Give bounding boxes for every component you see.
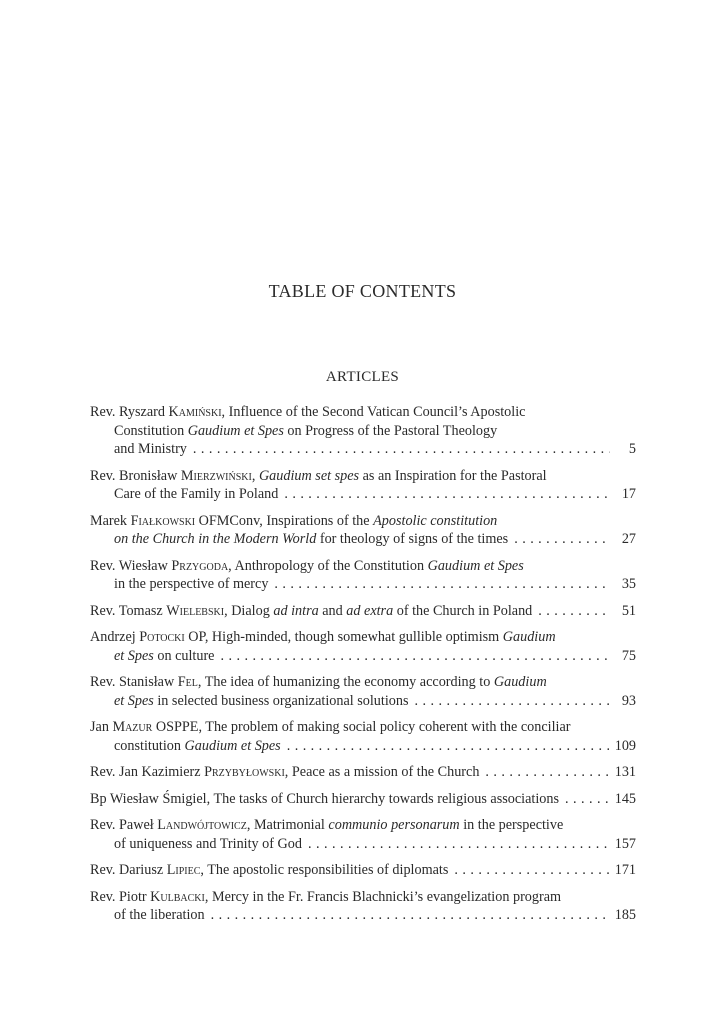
toc-entry-text [114,440,187,459]
entry-text-segment: Rev. Piotr [90,888,151,905]
section-heading: ARTICLES [325,369,400,385]
toc-entry-text [90,468,547,484]
entry-text-segment: in the perspective [459,817,564,833]
toc-entry-line [90,575,636,594]
page-number: 171 [614,862,636,878]
page-number: 185 [614,907,636,923]
entry-text-segment: on culture [153,647,215,664]
entry-text-segment: , Anthropology of the Constitution [228,557,428,574]
toc-entry[interactable] [90,718,636,755]
toc-entry[interactable] [90,763,636,782]
entry-text-segment: , Dialog [224,602,274,619]
dot-leader [211,906,609,925]
toc-entry-line [90,692,636,711]
entry-text-segment: , Matrimonial [246,817,329,833]
entry-text-segment: , The apostolic responsibilities of diplomats [200,862,449,878]
toc-entry[interactable] [90,403,636,459]
entry-text-segment: Rev. Wiesław [90,557,172,574]
toc-entry-line [90,790,636,809]
toc-entry-line [90,403,636,422]
italic-title-text: Gaudium [493,674,547,690]
toc-entry-text [90,513,497,529]
toc-entry-line [90,557,636,576]
entry-text-segment: Constitution [114,422,188,439]
dot-leader [454,861,608,880]
entry-text-segment: , Peace as a mission of the Church [284,764,480,780]
toc-entry[interactable] [90,602,636,621]
entry-text-segment: for theology of signs of the times [316,531,509,547]
entry-text-segment: Care of the Family in Poland [114,486,279,502]
toc-entry[interactable] [90,888,636,925]
toc-entry-text [114,575,268,594]
entry-text-segment: Rev. Dariusz [90,862,167,878]
italic-title-text: Apostolic constitution [373,512,498,529]
italic-title-text: on the Church in the Modern World [114,531,317,547]
toc-entry-text [90,790,559,809]
entry-text-segment: in the perspective of mercy [114,576,269,592]
toc-entry-line [90,718,636,737]
toc-entry-line [90,512,636,531]
toc-entry-text [90,674,547,690]
author-surname: Landwójtowicz [157,817,247,833]
author-surname: Fiałkowski [130,512,196,529]
italic-title-text: Gaudium et Spes [427,557,524,574]
entry-text-segment: Andrzej [90,629,140,645]
entry-text-segment: , [251,467,259,484]
entry-text-segment: , The idea of humanizing the economy according to [197,674,494,690]
entry-text-segment: OP, High-minded, though somewhat gullible optimism [184,629,503,645]
entry-text-segment: constitution [114,737,185,754]
toc-entry-line [90,628,636,647]
toc-entry-list [90,403,636,933]
entry-text-segment: and Ministry [114,441,187,457]
page-number: 5 [628,441,636,457]
page-number: 93 [621,692,636,709]
toc-entry[interactable] [90,467,636,504]
entry-text-segment: of the liberation [114,907,205,923]
toc-entry-line [90,647,636,666]
page-number: 35 [621,576,636,592]
dot-leader [538,602,610,621]
entry-text-segment: Rev. Jan Kazimierz [90,764,205,780]
toc-entry-line [90,906,636,925]
toc-entry-line [90,888,636,907]
entry-text-segment: of the Church in Poland [393,602,533,619]
author-surname: Wielebski [166,602,225,619]
entry-text-segment: Rev. Stanisław [90,674,178,690]
entry-text-segment: , Mercy in the Fr. Francis Blachnicki’s evangelization program [204,888,562,905]
author-surname: Przybyłowski [204,764,285,780]
italic-title-text: Gaudium et Spes [184,737,281,754]
author-surname: Kamiński [168,404,222,420]
dot-leader [485,763,608,782]
toc-entry-line [90,673,636,692]
toc-entry[interactable] [90,816,636,853]
toc-entry[interactable] [90,790,636,809]
toc-entry-text [90,719,571,735]
dot-leader [287,737,609,756]
entry-text-segment: of uniqueness and Trinity of God [114,835,302,852]
toc-entry[interactable] [90,557,636,594]
page-number: 157 [614,835,636,852]
toc-entry-line [90,530,636,549]
toc-entry-text [114,692,408,711]
entry-text-segment: Rev. Paweł [90,817,158,833]
dot-leader [284,485,610,504]
entry-text-segment: on Progress of the Pastoral Theology [283,422,498,439]
toc-entry-text [90,889,561,905]
toc-entry-line [90,763,636,782]
page-title: TABLE OF CONTENTS [268,281,457,301]
toc-entry-line [90,861,636,880]
entry-text-segment: , Influence of the Second Vatican Council’s Apostolic [221,404,526,420]
toc-entry-text [90,763,479,782]
page-number: 131 [614,764,636,780]
toc-entry-text [114,737,281,756]
dot-leader [308,835,609,854]
toc-entry-text [90,817,563,833]
entry-text-segment: in selected business organizational solutions [153,692,409,709]
toc-entry-text [90,861,448,880]
toc-entry[interactable] [90,512,636,549]
toc-entry-text [114,530,508,549]
toc-entry-text [90,602,532,621]
author-surname: Kulbacki [150,888,205,905]
dot-leader [414,692,610,711]
toc-entry-text [114,423,497,439]
dot-leader [565,790,609,809]
toc-entry-text [90,629,556,645]
toc-entry-line [90,422,636,441]
dot-leader [274,575,610,594]
entry-text-segment: OFMConv, Inspirations of the [195,512,374,529]
author-surname: Lipiec [166,862,201,878]
entry-text-segment: Marek [90,512,131,529]
italic-title-text: Gaudium [502,629,556,645]
page-number: 75 [621,647,636,664]
toc-entry-line [90,816,636,835]
toc-entry-line [90,602,636,621]
author-surname: Przygoda [171,557,229,574]
toc-entry-line [90,737,636,756]
page-number: 27 [621,531,636,547]
toc-entry-line [90,467,636,486]
italic-title-text: et Spes [114,692,154,709]
page-number: 17 [621,486,636,502]
entry-text-segment: OSPPE, The problem of making social policy coherent with the conciliar [152,719,571,735]
entry-text-segment: as an Inspiration for the Pastoral [359,467,547,484]
entry-text-segment: Bp Wiesław Śmigiel, The tasks of Church hierarchy towards religious associations [90,790,559,807]
italic-title-text: ad intra [273,602,319,619]
italic-title-text: ad extra [346,602,394,619]
page-number: 145 [614,790,636,807]
toc-entry-text [114,906,205,925]
entry-text-segment: Rev. Bronisław [90,467,181,484]
page-number: 109 [614,737,636,754]
toc-entry-line [90,485,636,504]
entry-text-segment: Jan [90,719,113,735]
entry-text-segment: and [318,602,347,619]
toc-entry-text [90,558,524,574]
italic-title-text: Gaudium et Spes [187,422,284,439]
author-surname: Mierzwiński [180,467,252,484]
toc-entry[interactable] [90,628,636,665]
italic-title-text: communio personarum [328,817,460,833]
toc-entry-text [90,404,525,420]
toc-entry[interactable] [90,861,636,880]
dot-leader [193,440,610,459]
dot-leader [514,530,610,549]
dot-leader [220,647,610,666]
toc-entry[interactable] [90,673,636,710]
italic-title-text: et Spes [114,647,154,664]
author-surname: Potocki [139,629,185,645]
italic-title-text: Gaudium set spes [258,467,360,484]
toc-entry-text [114,485,278,504]
toc-entry-line [90,440,636,459]
entry-text-segment: Rev. Ryszard [90,404,169,420]
toc-entry-text [114,835,302,854]
page-number: 51 [621,602,636,619]
entry-text-segment: Rev. Tomasz [90,602,167,619]
author-surname: Mazur [112,719,153,735]
toc-entry-text [114,647,214,666]
author-surname: Fel [177,674,198,690]
toc-entry-line [90,835,636,854]
